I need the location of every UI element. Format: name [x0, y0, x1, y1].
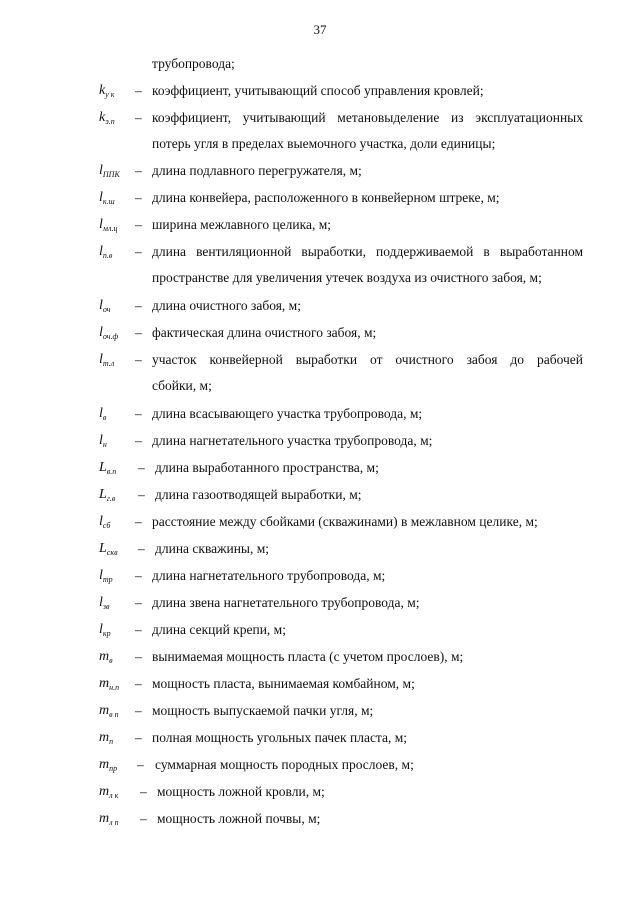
- symbol: [99, 163, 120, 179]
- dash: –: [138, 487, 145, 502]
- definition-entry: [0, 110, 640, 151]
- dash: –: [135, 568, 142, 583]
- symbol-letter: l: [99, 298, 103, 313]
- definition-text: длина звена нагнетательного трубопровода, м;: [152, 595, 420, 610]
- symbol-subscript: мл.ц: [102, 224, 118, 233]
- symbol: [99, 541, 118, 557]
- dash: –: [135, 244, 142, 259]
- dash: –: [135, 703, 142, 718]
- symbol-subscript: сб: [102, 521, 111, 530]
- definition-text: расстояние между сбойками (скважинами) в межлавном целике, м;: [152, 514, 538, 529]
- dash: –: [140, 784, 147, 799]
- symbol: [99, 757, 117, 773]
- symbol-letter: m: [99, 784, 110, 799]
- dash: –: [138, 460, 145, 475]
- symbol-subscript: скв: [106, 548, 118, 557]
- definition-text: вынимаемая мощность пласта (с учетом прослоев), м;: [152, 649, 464, 664]
- page-number: 37: [313, 22, 327, 37]
- definition-text: мощность ложной кровли, м;: [157, 784, 325, 799]
- definition-text: ширина межлавного целика, м;: [152, 217, 332, 232]
- symbol: [99, 784, 118, 800]
- definition-text: длина очистного забоя, м;: [152, 298, 301, 313]
- symbol-letter: L: [99, 541, 107, 556]
- definition-text: длина скважины, м;: [155, 541, 270, 556]
- symbol: [99, 352, 114, 368]
- symbol: [99, 649, 113, 665]
- symbol-letter: m: [99, 703, 110, 718]
- symbol-letter: m: [99, 757, 110, 772]
- definition-entry: [0, 460, 640, 487]
- symbol-letter: l: [99, 406, 103, 421]
- definition-text: мощность пласта, вынимаемая комбайном, м;: [152, 676, 415, 691]
- dash: –: [135, 298, 142, 313]
- symbol-subscript: пр: [109, 764, 118, 773]
- symbol: [99, 568, 113, 584]
- symbol-letter: m: [99, 649, 110, 664]
- symbol-subscript: т.л: [102, 359, 115, 368]
- dash: –: [140, 811, 147, 826]
- definition-text: длина нагнетательного участка трубопровода, м;: [152, 433, 433, 448]
- symbol-subscript: у к: [105, 90, 115, 99]
- definition-text: полная мощность угольных пачек пласта, м;: [152, 730, 408, 745]
- symbol-subscript: оч: [102, 305, 111, 314]
- definition-entry: [0, 83, 640, 110]
- dash: –: [135, 406, 142, 421]
- symbol-letter: l: [99, 595, 103, 610]
- symbol-subscript: г.в: [106, 494, 116, 503]
- definition-entry: [0, 163, 640, 190]
- dash: –: [135, 622, 142, 637]
- symbol-subscript: п: [109, 737, 114, 746]
- definition-entry: [0, 190, 640, 217]
- definition-text: суммарная мощность породных прослоев, м;: [155, 757, 414, 772]
- definition-entry: [0, 325, 640, 352]
- symbol-letter: k: [99, 83, 106, 98]
- symbol-subscript: л к: [109, 791, 119, 800]
- symbol-letter: m: [99, 676, 110, 691]
- definition-text: длина секций крепи, м;: [152, 622, 286, 637]
- definition-text: длина вентиляционной выработки, поддерживаемой в выработанном: [152, 244, 583, 259]
- symbol: [99, 595, 109, 611]
- symbol: [99, 244, 112, 260]
- symbol-letter: l: [99, 190, 103, 205]
- symbol: [99, 325, 118, 341]
- definition-text: длина подлавного перегружателя, м;: [152, 163, 362, 178]
- definition-text: длина конвейера, расположенного в конвейерном штреке, м;: [152, 190, 500, 205]
- dash: –: [135, 514, 142, 529]
- symbol: [99, 703, 119, 719]
- symbol: [99, 487, 115, 503]
- symbol: [99, 298, 111, 314]
- symbol-letter: l: [99, 325, 103, 340]
- definition-entry: [0, 703, 640, 730]
- dash: –: [135, 217, 142, 232]
- definition-text: длина газоотводящей выработки, м;: [155, 487, 362, 502]
- symbol: [99, 83, 115, 99]
- symbol-subscript: тр: [102, 575, 113, 584]
- symbol-letter: l: [99, 352, 103, 367]
- definition-text: мощность выпускаемой пачки угля, м;: [152, 703, 374, 718]
- definition-entry: [0, 541, 640, 568]
- definition-entry: [0, 298, 640, 325]
- symbol-subscript: в: [109, 656, 113, 665]
- symbol-subscript: э.п: [105, 117, 115, 126]
- dash: –: [135, 649, 142, 664]
- dash: –: [138, 541, 145, 556]
- symbol-subscript: кр: [102, 629, 111, 638]
- symbol-subscript: в.п: [106, 467, 117, 476]
- definition-entry: [0, 217, 640, 244]
- symbol-letter: l: [99, 433, 103, 448]
- definition-entry: [0, 757, 640, 784]
- dash: –: [135, 163, 142, 178]
- dash: –: [137, 757, 144, 772]
- symbol: [99, 406, 106, 422]
- symbol-subscript: к.ш: [102, 197, 115, 206]
- definition-entry: [0, 676, 640, 703]
- symbol-subscript: ППК: [102, 170, 120, 179]
- symbol-subscript: в: [102, 413, 107, 422]
- symbol-letter: m: [99, 730, 110, 745]
- definition-entry: [0, 784, 640, 811]
- symbol: [99, 514, 110, 530]
- dash: –: [135, 325, 142, 340]
- symbol-letter: l: [99, 163, 103, 178]
- symbol-letter: m: [99, 811, 110, 826]
- symbol-subscript: оч.ф: [102, 332, 119, 341]
- symbol: [99, 730, 113, 746]
- definition-entry: [0, 244, 640, 285]
- definition-entry: [0, 352, 640, 393]
- symbol-subscript: п.в: [102, 251, 113, 260]
- symbol-letter: L: [99, 487, 107, 502]
- symbol: [99, 190, 115, 206]
- symbol-letter: k: [99, 110, 106, 125]
- dash: –: [135, 190, 142, 205]
- symbol-letter: l: [99, 217, 103, 232]
- symbol-subscript: л п: [109, 818, 119, 827]
- symbol-letter: l: [99, 622, 103, 637]
- dash: –: [135, 595, 142, 610]
- definition-text: коэффициент, учитывающий метановыделение из эксплуатационных: [152, 110, 583, 125]
- symbol-letter: l: [99, 514, 103, 529]
- definition-text: длина выработанного пространства, м;: [155, 460, 379, 475]
- definition-text-continued: сбойки, м;: [152, 378, 212, 393]
- symbol-subscript: н.п: [109, 683, 120, 692]
- symbol: [99, 811, 119, 827]
- symbol-letter: l: [99, 244, 103, 259]
- definition-entry: [0, 649, 640, 676]
- definition-entry: [0, 622, 640, 649]
- symbol-subscript: в п: [109, 710, 119, 719]
- definition-text: участок конвейерной выработки от очистного забоя до рабочей: [152, 352, 583, 367]
- definition-text: коэффициент, учитывающий способ управления кровлей;: [152, 83, 484, 98]
- definition-text-continued: потерь угля в пределах выемочного участка, доли единицы;: [152, 136, 496, 151]
- definition-entry: [0, 811, 640, 838]
- symbol: [99, 460, 116, 476]
- symbol: [99, 217, 117, 233]
- definition-entry: [0, 730, 640, 757]
- dash: –: [135, 83, 142, 98]
- continuation-text: трубопровода;: [152, 56, 235, 71]
- dash: –: [135, 352, 142, 367]
- definition-text: фактическая длина очистного забоя, м;: [152, 325, 377, 340]
- symbol: [99, 622, 111, 638]
- definition-entry: [0, 514, 640, 541]
- definition-text-continued: пространстве для увеличения утечек воздуха из очистного забоя, м;: [152, 270, 542, 285]
- dash: –: [135, 110, 142, 125]
- definition-entry: [0, 406, 640, 433]
- symbol: [99, 110, 115, 126]
- definition-entry: [0, 568, 640, 595]
- dash: –: [135, 676, 142, 691]
- dash: –: [135, 730, 142, 745]
- symbol-subscript: зв: [102, 602, 110, 611]
- definition-entry: [0, 595, 640, 622]
- definition-entry: [0, 487, 640, 514]
- symbol-letter: L: [99, 460, 107, 475]
- symbol-subscript: н: [102, 440, 107, 449]
- symbol: [99, 676, 119, 692]
- definition-text: мощность ложной почвы, м;: [157, 811, 321, 826]
- symbol: [99, 433, 107, 449]
- definition-entry: [0, 433, 640, 460]
- definition-text: длина всасывающего участка трубопровода, м;: [152, 406, 423, 421]
- symbol-letter: l: [99, 568, 103, 583]
- definition-text: длина нагнетательного трубопровода, м;: [152, 568, 386, 583]
- dash: –: [135, 433, 142, 448]
